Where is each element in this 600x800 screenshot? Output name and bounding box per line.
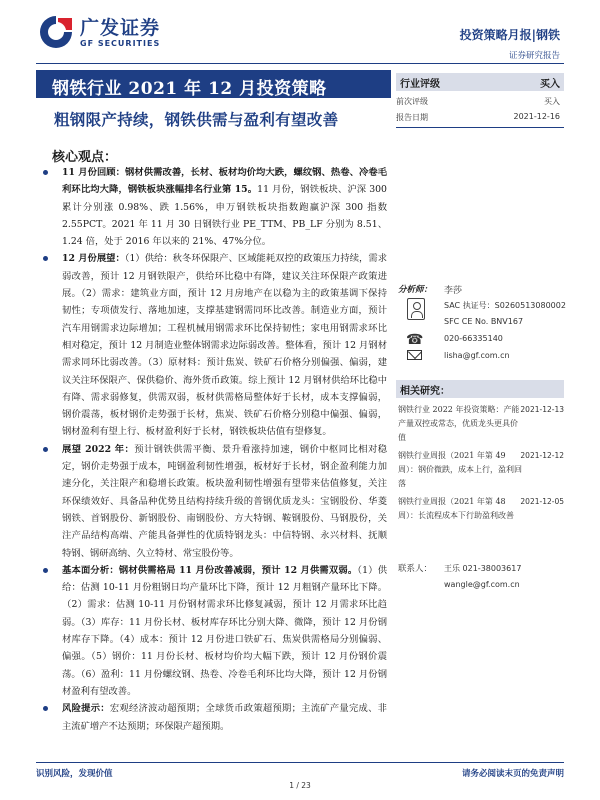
logo-mark-icon — [36, 14, 76, 50]
report-date-row — [396, 112, 564, 123]
bullet-text: 11 月份，钢铁板块、沪深 300 累计分别涨 0.98%、跌 1.56%，申万钢铁板块指数跑赢沪深 300 指数 2.55PCT。2021 年 11 月 30 日钢铁行业 PE_TTM、PB_LF 分别为 8.51、1.24 倍，处于 2016 年以来的 21%、47%分位。 — [62, 184, 387, 248]
prev-rating-label: 前次评级 — [396, 97, 428, 106]
related-item-title: 钢铁行业周报（2021 年第 49 周）：钢价微跌，成本上行，盈利回落 — [398, 451, 522, 488]
bullet-2022-outlook — [54, 441, 387, 562]
phone-icon: ☎ — [406, 332, 424, 348]
footer-divider — [36, 762, 564, 763]
related-item-date: 2021-12-12 — [520, 451, 564, 460]
related-item-title: 钢铁行业 2022 年投资策略：产能产量双控或常态，优质龙头更具价值 — [398, 405, 520, 442]
rating-value: 买入 — [540, 79, 560, 90]
analyst-id-icon — [407, 298, 425, 320]
analyst-email[interactable]: lisha@gf.com.cn — [444, 351, 510, 360]
bullet-text: （1）供给：估测 10-11 月份粗钢日均产量环比下降，预计 12 月粗钢产量环比下降。（2）需求：估测 10-11 月份钢材需求环比修复减弱，预计 12 月需求环比趋弱。（3）库存：11 月份长材、板材库存环比分别大降、微降，预计 12 月份钢材库存下降。（4）成本：预计 12 月份进口铁矿石、焦炭供需格局分别偏弱、偏强。（5）钢价：11 月份长材、板材均价均大幅下跌，预计 12 月份钢价震荡。（6）盈利：11 月份螺纹钢、热卷、冷卷毛利环比均大降，预计 12 月份钢材盈利有望改善。 — [62, 564, 387, 697]
bullet-lead: 基本面分析：钢材供需格局 11 月份改善减弱，预计 12 月供需双弱。 — [62, 564, 358, 576]
report-subtitle: 粗钢限产持续，钢铁供需与盈利有望改善 — [54, 110, 339, 129]
bullet-fundamentals — [54, 562, 387, 700]
analyst-phone: 020-66335140 — [444, 334, 503, 343]
core-view-heading: 核心观点： — [52, 150, 118, 165]
report-date-label: 报告日期 — [396, 113, 428, 122]
analyst-name: 李莎 — [444, 286, 463, 296]
bullet-lead: 12 月份展望： — [62, 253, 125, 265]
analyst-label: 分析师： — [398, 285, 433, 295]
logo-en-text: GF SECURITIES — [80, 38, 161, 48]
related-research-header — [396, 380, 564, 398]
company-logo — [36, 14, 160, 50]
core-view-list — [54, 164, 387, 735]
related-item-date: 2021-12-05 — [520, 497, 564, 506]
related-item[interactable] — [398, 495, 564, 523]
report-title: 钢铁行业 2021 年 12 月投资策略 — [52, 79, 327, 99]
bullet-lead: 11 月份回顾：钢材供需改善，长材、板材均价均大跌，螺纹钢、热卷、冷卷毛利环比均大降，钢铁板块涨幅排名行业第 15。 — [62, 167, 387, 196]
bullet-text: （1）供给：秋冬环保限产、区域能耗双控的政策压力持续，需求弱改善，预计 12 月钢铁限产，供给环比稳中有降，建议关注环保限产政策进展。（2）需求：建筑业方面，预计 12 月房地产在以稳为主的政策基调下保持韧性；专项债发行、落地加速，支撑基建钢需同环比改善。制造业方面，预计汽车用钢需求边际增加；工程机械用钢需求环比保持韧性；家电用钢需求环比相对稳定，预计 12 月制造业整体钢需求边际弱改善。整体看，预计 12 月钢材需求同环比弱改善。（3）原材料：预计焦炭、铁矿石价格分别偏强、偏弱，建议关注环保限产、保供稳价、海外货币政策。综上预计 12 月钢材供给环比稳中有降、需求弱修复，供需双弱，板材供需格局整体好于长材，成本支撑偏弱，钢价震荡，板材钢价走势强于长材，焦炭、铁矿石价格分别稳中偏强、偏弱，钢材盈利有望上行、板材盈利好于长材，钢铁板块估值有望修复。 — [62, 253, 387, 438]
related-item-title: 钢铁行业周报（2021 年第 48 周）：长流程成本下行助盈利改善 — [398, 497, 514, 520]
related-research-label: 相关研究： — [400, 386, 450, 397]
mail-icon — [407, 350, 422, 360]
bullet-december-outlook — [54, 250, 387, 440]
bullet-lead: 风险提示： — [62, 703, 110, 715]
bullet-text: 预计钢铁供需平衡、景升看涨持加速，钢价中枢同比相对稳定，钢价走势强于成本，吨钢盈利韧性增强，板材好于长材，钢企盈利能力加速分化，关注限产和稳增长政策。板块盈利韧性增强有望带来估值修复，关注环保绩效好、具备品种优势且结构持续升级的普钢优质龙头：宝钢股份、华菱钢铁、首钢股份、新钢股份、南钢股份、方大特钢、鞍钢股份、马钢股份，关注产品结构高端、产能具备弹性的优质特钢龙头：中信特钢、永兴材料、抚顺特钢、钢研高纳、久立特材、常宝股份等。 — [62, 443, 387, 559]
prev-rating-row — [396, 96, 564, 107]
bullet-monthly-review — [54, 164, 387, 250]
footer-disclaimer: 请务必阅读末页的免责声明 — [461, 769, 564, 779]
report-category: 投资策略月报|钢铁 — [459, 28, 560, 42]
header-divider — [36, 63, 564, 64]
rating-label: 行业评级 — [400, 79, 440, 90]
bullet-text: 宏观经济波动超预期；全球货币政策超预期；主流矿产量完成、非主流矿增产不达预期；环保限产超预期。 — [62, 703, 387, 732]
page-number: 1 / 23 — [289, 781, 311, 790]
related-item-date: 2021-12-13 — [520, 405, 564, 414]
footer-slogan: 识别风险，发现价值 — [36, 769, 113, 779]
prev-rating-value: 买入 — [544, 97, 560, 106]
report-type: 证券研究报告 — [508, 51, 560, 61]
report-date-value: 2021-12-16 — [513, 112, 560, 121]
logo-cn-text: 广发证券 — [80, 16, 161, 39]
rating-header — [396, 73, 564, 91]
contact-name-phone: 王乐 021-38003617 — [444, 564, 522, 573]
analyst-sfc: SFC CE No. BNV167 — [444, 317, 524, 326]
contact-label: 联系人： — [398, 564, 433, 574]
analyst-sac: SAC 执证号：S0260513080002 — [444, 301, 566, 310]
contact-email[interactable]: wangle@gf.com.cn — [444, 580, 520, 589]
related-item[interactable] — [398, 403, 564, 445]
bullet-lead: 展望 2022 年： — [62, 443, 135, 455]
rating-divider — [396, 127, 564, 128]
bullet-risk — [54, 700, 387, 735]
related-item[interactable] — [398, 449, 564, 491]
